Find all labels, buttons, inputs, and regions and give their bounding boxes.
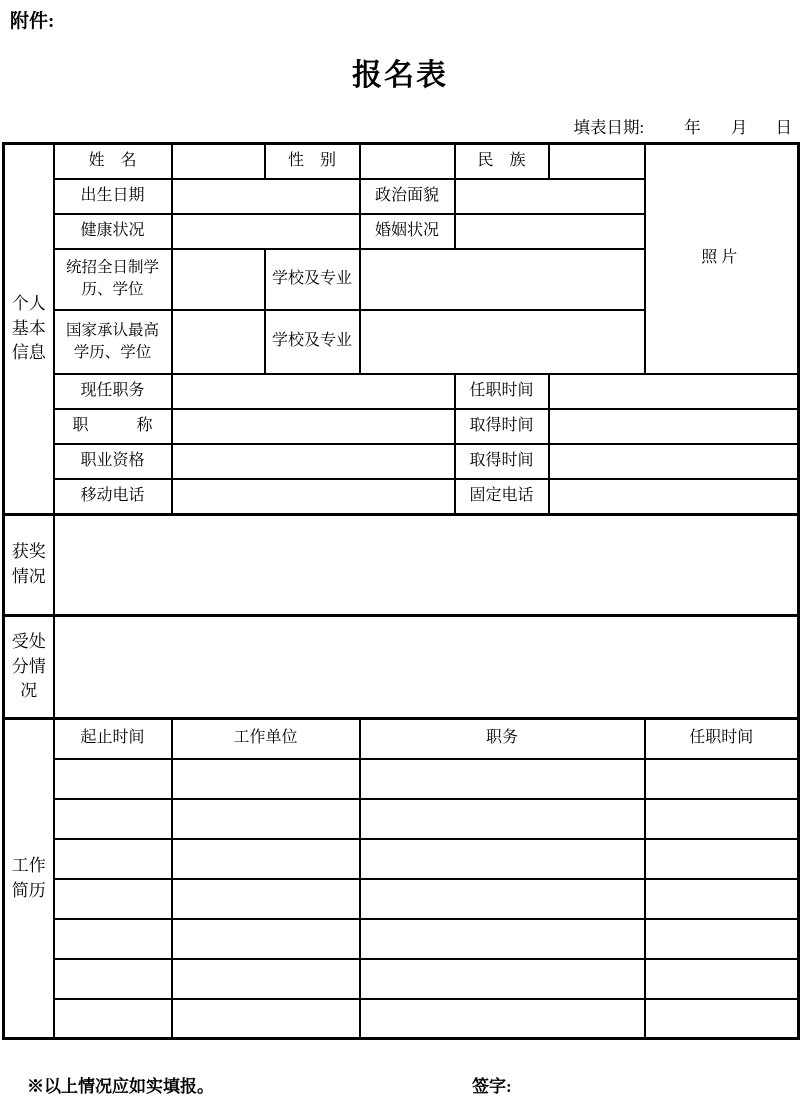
ethnicity-value-cell [549, 144, 645, 179]
photo-cell: 照片 [645, 144, 799, 374]
gender-value-cell [360, 144, 455, 179]
professional-title-value-cell [172, 409, 455, 444]
footer-note: ※以上情况应如实填报。 [27, 1077, 214, 1096]
fill-date-month: 月 [730, 118, 748, 137]
gender-label: 性 别 [265, 144, 360, 179]
work-history-empty-cell [360, 839, 645, 879]
section-personal-label: 个人基本信息 [4, 144, 54, 515]
school-major-value-cell-1 [360, 249, 645, 310]
fill-date-line [574, 114, 792, 138]
work-history-empty-cell [172, 759, 360, 799]
health-label: 健康状况 [54, 214, 172, 249]
work-history-row [4, 999, 799, 1039]
work-history-empty-cell [54, 879, 172, 919]
work-history-empty-cell [645, 759, 799, 799]
work-history-empty-cell [645, 799, 799, 839]
work-history-empty-cell [172, 879, 360, 919]
signature-label: 签字: [472, 1077, 512, 1096]
work-history-row [4, 919, 799, 959]
mobile-phone-value-cell [172, 479, 455, 515]
form-table-body [4, 144, 799, 1039]
work-history-row [4, 799, 799, 839]
work-history-empty-cell [645, 879, 799, 919]
work-history-empty-cell [360, 759, 645, 799]
fill-date-label: 填表日期: [573, 118, 645, 137]
work-history-empty-cell [54, 999, 172, 1039]
work-history-empty-cell [360, 919, 645, 959]
section-discipline-label: 受处分情况 [4, 616, 54, 719]
obtain-time-label-1: 取得时间 [455, 409, 549, 444]
professional-title-label: 职 称 [54, 409, 172, 444]
work-history-empty-cell [172, 999, 360, 1039]
work-history-row [4, 839, 799, 879]
work-history-empty-cell [54, 839, 172, 879]
work-history-empty-cell [360, 959, 645, 999]
highest-education-label: 国家承认最高学历、学位 [54, 310, 172, 374]
registration-table [2, 142, 800, 1040]
school-major-label-1: 学校及专业 [265, 249, 360, 310]
landline-phone-value-cell [549, 479, 799, 515]
mobile-phone-label: 移动电话 [54, 479, 172, 515]
fulltime-education-value-cell [172, 249, 265, 310]
name-value-cell [172, 144, 265, 179]
awards-content-cell [54, 515, 799, 616]
work-history-empty-cell [54, 959, 172, 999]
tenure-time-value-cell [549, 374, 799, 409]
obtain-time-value-cell-2 [549, 444, 799, 479]
obtain-time-value-cell-1 [549, 409, 799, 444]
name-label: 姓 名 [54, 144, 172, 179]
work-history-row [4, 879, 799, 919]
fulltime-education-label: 统招全日制学历、学位 [54, 249, 172, 310]
school-major-value-cell-2 [360, 310, 645, 374]
marital-label: 婚姻状况 [360, 214, 455, 249]
landline-phone-label: 固定电话 [455, 479, 549, 515]
highest-education-value-cell [172, 310, 265, 374]
work-col-position: 职务 [360, 719, 645, 759]
current-position-label: 现任职务 [54, 374, 172, 409]
work-history-empty-cell [54, 919, 172, 959]
discipline-content-cell [54, 616, 799, 719]
work-history-empty-cell [360, 999, 645, 1039]
work-history-empty-cell [172, 919, 360, 959]
work-col-start-end: 起止时间 [54, 719, 172, 759]
tenure-time-label: 任职时间 [455, 374, 549, 409]
work-history-empty-cell [54, 759, 172, 799]
work-history-empty-cell [54, 799, 172, 839]
health-value-cell [172, 214, 360, 249]
current-position-value-cell [172, 374, 455, 409]
work-history-empty-cell [645, 919, 799, 959]
section-awards-label: 获奖情况 [4, 515, 54, 616]
fill-date-year: 年 [684, 118, 701, 137]
attachment-label: 附件: [10, 11, 55, 32]
work-history-row [4, 759, 799, 799]
work-history-empty-cell [172, 839, 360, 879]
ethnicity-label: 民 族 [455, 144, 549, 179]
work-history-row [4, 959, 799, 999]
form-title: 报名表 [352, 59, 448, 92]
marital-value-cell [455, 214, 645, 249]
qualification-value-cell [172, 444, 455, 479]
work-history-empty-cell [172, 959, 360, 999]
birth-date-value-cell [172, 179, 360, 214]
political-status-value-cell [455, 179, 645, 214]
work-history-empty-cell [172, 799, 360, 839]
work-col-tenure: 任职时间 [645, 719, 799, 759]
school-major-label-2: 学校及专业 [265, 310, 360, 374]
fill-date-day: 日 [775, 118, 792, 137]
qualification-label: 职业资格 [54, 444, 172, 479]
work-history-empty-cell [645, 839, 799, 879]
work-history-empty-cell [645, 959, 799, 999]
obtain-time-label-2: 取得时间 [455, 444, 549, 479]
birth-date-label: 出生日期 [54, 179, 172, 214]
section-work-label: 工作简历 [4, 719, 54, 1039]
political-status-label: 政治面貌 [360, 179, 455, 214]
work-history-empty-cell [360, 879, 645, 919]
work-col-employer: 工作单位 [172, 719, 360, 759]
work-history-empty-cell [360, 799, 645, 839]
work-history-empty-cell [645, 999, 799, 1039]
